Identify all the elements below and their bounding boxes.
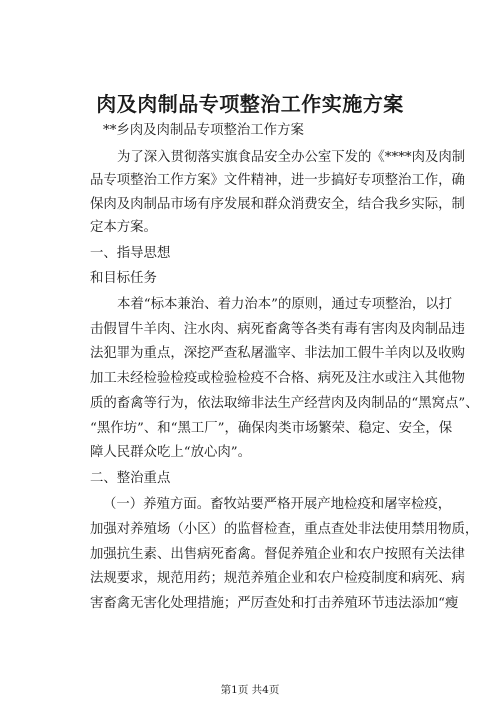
paragraph-line: 本着“标本兼治、着力治本”的原则，通过专项整治，以打 xyxy=(117,297,453,312)
document-title: 肉及肉制品专项整治工作实施方案 xyxy=(96,92,404,116)
section-heading: 二、整治重点 xyxy=(90,471,171,486)
page-footer: 第1页 共4页 xyxy=(220,684,280,696)
paragraph-line: 保肉及肉制品市场有序发展和群众消费安全，结合我乡实际，制 xyxy=(90,197,465,212)
paragraph-line: 法规要求，规范用药；规范养殖企业和农户检疫制度和病死、病 xyxy=(90,571,465,586)
paragraph-line: 定本方案。 xyxy=(90,220,157,235)
paragraph-line: 击假冒牛羊肉、注水肉、病死畜禽等各类有毒有害肉及肉制品违 xyxy=(90,322,465,337)
paragraph-line: （一）养殖方面。畜牧站要严格开展产地检疫和屠宰检疫， xyxy=(103,497,452,512)
paragraph-line: 障人民群众吃上“放心肉”。 xyxy=(90,445,251,460)
paragraph-line: 质的畜禽等行为，依法取缔非法生产经营肉及肉制品的“黑窝点”、 xyxy=(90,396,479,411)
section-heading: 和目标任务 xyxy=(90,271,157,286)
paragraph-line: 加强抗生素、出售病死畜禽。督促养殖企业和农户按照有关法律 xyxy=(90,547,465,562)
paragraph-line: 加工未经检验检疫或检验检疫不合格、病死及注水或注入其他物 xyxy=(90,371,465,386)
section-heading: 一、指导思想 xyxy=(90,246,171,261)
paragraph-line: 为了深入贯彻落实旗食品安全办公室下发的《****肉及肉制 xyxy=(117,150,466,165)
paragraph-line: 加强对养殖场（小区）的监督检查，重点查处非法使用禁用物质， xyxy=(90,522,479,537)
subtitle-line: **乡肉及肉制品专项整治工作方案 xyxy=(103,123,304,138)
paragraph-line: 害畜禽无害化处理措施；严厉查处和打击养殖环节违法添加“瘦 xyxy=(90,596,459,611)
paragraph-line: 品专项整治工作方案》文件精神，进一步搞好专项整治工作，确 xyxy=(90,173,465,188)
paragraph-line: “黑作坊”、和“黑工厂”，确保肉类市场繁荣、稳定、安全，保 xyxy=(90,421,453,436)
paragraph-line: 法犯罪为重点，深挖严查私屠滥宰、非法加工假牛羊肉以及收购 xyxy=(90,346,465,361)
